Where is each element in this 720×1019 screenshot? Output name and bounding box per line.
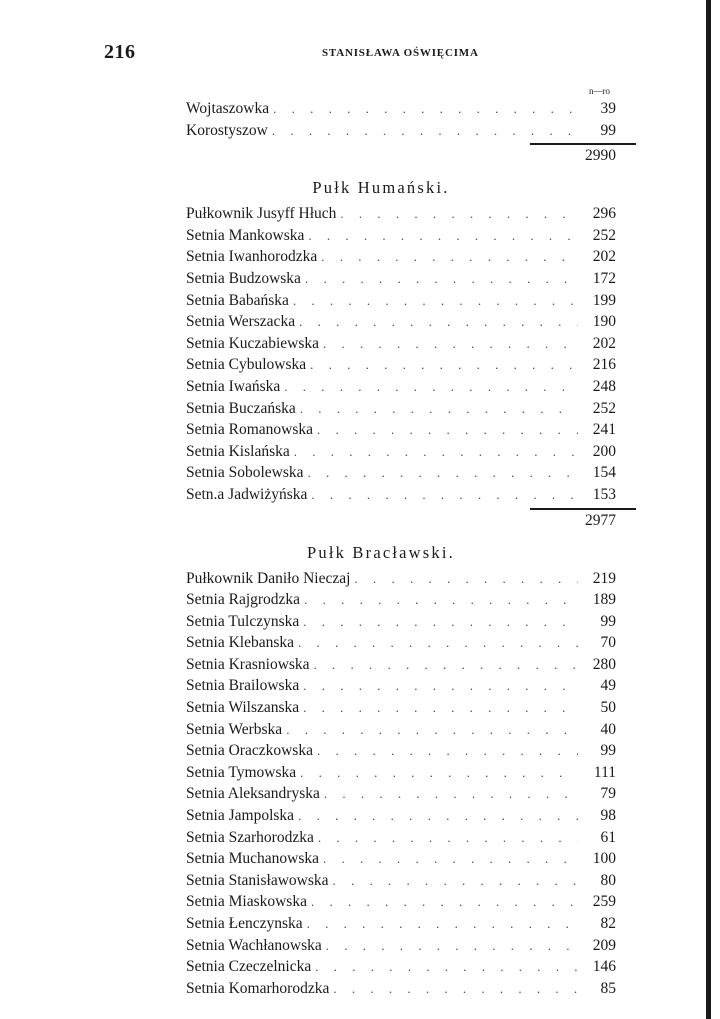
entry-value: 154	[592, 464, 616, 482]
entry-value: 99	[600, 742, 616, 760]
ledger-row	[186, 419, 616, 441]
dot-leader	[304, 589, 578, 611]
entry-value: 252	[592, 226, 616, 244]
ledger-row	[186, 870, 616, 892]
entry-name: Setnia Babańska	[186, 291, 289, 309]
entry-value: 216	[592, 356, 616, 374]
dot-leader	[340, 203, 578, 225]
ledger-row	[186, 484, 616, 506]
entry-value: 199	[592, 291, 616, 309]
ledger-column	[186, 84, 616, 999]
dot-leader	[305, 268, 578, 290]
entry-value: 80	[600, 871, 616, 889]
dot-leader	[272, 120, 578, 142]
entry-name: Setnia Komarhorodzka	[186, 979, 330, 997]
ledger-row	[186, 956, 616, 978]
entry-value: 85	[600, 979, 616, 997]
ledger-row	[186, 290, 616, 312]
entry-value: 259	[592, 893, 616, 911]
dot-leader	[333, 978, 578, 1000]
entry-name: Setnia Jampolska	[186, 807, 295, 825]
entry-value: 50	[600, 699, 616, 717]
ledger-row	[186, 311, 616, 333]
ledger-row	[186, 762, 616, 784]
dot-leader	[294, 441, 578, 463]
entry-value: 40	[600, 720, 616, 738]
ledger-row	[186, 441, 616, 463]
entry-name: Setnia Romanowska	[186, 421, 313, 439]
entry-name: Korostyszow	[186, 121, 268, 139]
entry-name: Setnia Iwańska	[186, 377, 281, 395]
entry-value: 280	[592, 655, 616, 673]
section-list-humanski	[186, 203, 616, 505]
running-head: STANISŁAWA OŚWIĘCIMA	[322, 47, 479, 59]
entry-name: Setnia Aleksandryska	[186, 785, 320, 803]
dot-leader	[333, 870, 579, 892]
entry-value: 61	[600, 828, 616, 846]
dot-leader	[307, 913, 578, 935]
entry-name: Setnia Krasniowska	[186, 655, 310, 673]
entry-name: Setnia Tulczynska	[186, 612, 300, 630]
entry-name: Wojtaszowka	[186, 100, 270, 117]
ledger-row	[186, 805, 616, 827]
dot-leader	[310, 354, 578, 376]
ledger-row	[186, 891, 616, 913]
ledger-row	[186, 376, 616, 398]
ledger-row	[186, 333, 616, 355]
entry-name: Setnia Mankowska	[186, 226, 305, 244]
ledger-row	[186, 719, 616, 741]
ledger-row	[186, 697, 616, 719]
dot-leader	[299, 311, 578, 333]
dot-leader	[273, 98, 578, 120]
dot-leader	[317, 740, 578, 762]
ledger-row	[186, 632, 616, 654]
entry-value: 79	[600, 785, 616, 803]
ledger-row	[186, 740, 616, 762]
ledger-row	[186, 654, 616, 676]
entry-name: Pułkownik Daniło Nieczaj	[186, 569, 351, 587]
dot-leader	[308, 462, 578, 484]
entry-value: 172	[592, 269, 616, 287]
ledger-row	[186, 848, 616, 870]
entry-name: Setnia Werszacka	[186, 313, 296, 331]
entry-value: 82	[600, 915, 616, 932]
dot-leader	[303, 611, 578, 633]
continuation-list	[186, 98, 616, 141]
entry-value: 99	[600, 121, 616, 139]
continuation-total: 2990	[585, 147, 616, 165]
dot-leader	[293, 290, 578, 312]
entry-value: 202	[592, 334, 616, 352]
entry-value: 252	[592, 399, 616, 417]
entry-value: 248	[592, 377, 616, 395]
entry-name: Setnia Muchanowska	[186, 850, 320, 868]
dot-leader	[303, 697, 578, 719]
dot-leader	[286, 719, 578, 741]
entry-name: Setnia Miaskowska	[186, 893, 307, 911]
ledger-row	[186, 120, 616, 142]
entry-name: Setnia Łenczynska	[186, 915, 303, 932]
dot-leader	[311, 891, 578, 913]
entry-name: Setnia Buczańska	[186, 399, 296, 417]
ledger-row	[186, 783, 616, 805]
page-number: 216	[104, 41, 136, 63]
ledger-row	[186, 589, 616, 611]
entry-value: 219	[592, 569, 616, 587]
ledger-row	[186, 98, 616, 120]
entry-value: 189	[592, 591, 616, 609]
entry-value: 146	[592, 958, 616, 976]
ledger-row	[186, 978, 616, 1000]
ledger-row	[186, 246, 616, 268]
dot-leader	[324, 783, 578, 805]
entry-name: Setnia Wilszanska	[186, 699, 300, 717]
dot-leader	[303, 675, 578, 697]
dot-leader	[323, 848, 578, 870]
entry-value: 153	[592, 485, 616, 503]
entry-value: 99	[600, 612, 616, 630]
dot-leader	[321, 246, 578, 268]
entry-name: Setnia Brailowska	[186, 677, 300, 695]
entry-value: 111	[593, 763, 616, 781]
entry-name: Setnia Rajgrodzka	[186, 591, 301, 609]
entry-value: 209	[592, 936, 616, 954]
ledger-row	[186, 935, 616, 957]
entry-name: Setnia Werbska	[186, 720, 283, 738]
ledger-row	[186, 225, 616, 247]
entry-name: Setnia Czeczelnicka	[186, 958, 312, 976]
section-title-braclawski: Pułk Bracławski.	[307, 542, 455, 562]
dot-leader	[298, 805, 578, 827]
column-label: n—ro	[589, 86, 610, 96]
entry-name: Pułkownik Jusyff Hłuch	[186, 205, 337, 223]
entry-value: 202	[592, 248, 616, 266]
ledger-row	[186, 675, 616, 697]
entry-name: Setnia Wachłanowska	[186, 936, 322, 954]
dot-leader	[284, 376, 578, 398]
entry-name: Setnia Tymowska	[186, 763, 297, 781]
entry-name: Setnia Cybulowska	[186, 356, 307, 374]
dot-leader	[318, 827, 578, 849]
dot-leader	[298, 632, 578, 654]
ledger-row	[186, 354, 616, 376]
ledger-row	[186, 913, 616, 935]
entry-value: 49	[600, 677, 616, 695]
ledger-row	[186, 568, 616, 590]
dot-leader	[323, 333, 578, 355]
entry-name: Setnia Szarhorodzka	[186, 828, 314, 846]
ledger-row	[186, 462, 616, 484]
entry-value: 296	[592, 205, 616, 223]
entry-name: Setnia Budzowska	[186, 269, 301, 287]
entry-name: Setnia Stanisławowska	[186, 871, 329, 889]
entry-name: Setn.a Jadwiżyńska	[186, 485, 308, 503]
section-list-braclawski	[186, 568, 616, 1000]
dot-leader	[300, 762, 578, 784]
entry-name: Setnia Klebanska	[186, 634, 295, 652]
dot-leader	[314, 654, 578, 676]
dot-leader	[315, 956, 578, 978]
entry-value: 98	[600, 807, 616, 825]
ledger-row	[186, 203, 616, 225]
section-title-humanski: Pułk Humański.	[312, 178, 450, 198]
entry-value: 70	[600, 634, 616, 652]
entry-name: Setnia Oraczkowska	[186, 742, 313, 760]
dot-leader	[317, 419, 578, 441]
entry-value: 100	[592, 850, 616, 868]
entry-name: Setnia Sobolewska	[186, 464, 304, 482]
dot-leader	[354, 568, 578, 590]
dot-leader	[308, 225, 578, 247]
section-total-humanski: 2977	[585, 511, 616, 529]
page-edge-rule	[706, 0, 711, 1019]
ledger-row	[186, 268, 616, 290]
entry-value: 200	[592, 442, 616, 460]
dot-leader	[326, 935, 578, 957]
entry-name: Setnia Kuczabiewska	[186, 334, 319, 352]
ledger-row	[186, 398, 616, 420]
ledger-row	[186, 827, 616, 849]
dot-leader	[311, 484, 578, 506]
entry-value: 39	[600, 100, 616, 117]
ledger-row	[186, 611, 616, 633]
entry-value: 241	[592, 421, 616, 439]
entry-name: Setnia Kislańska	[186, 442, 290, 460]
dot-leader	[300, 398, 578, 420]
entry-name: Setnia Iwanhorodzka	[186, 248, 318, 266]
entry-value: 190	[592, 313, 616, 331]
